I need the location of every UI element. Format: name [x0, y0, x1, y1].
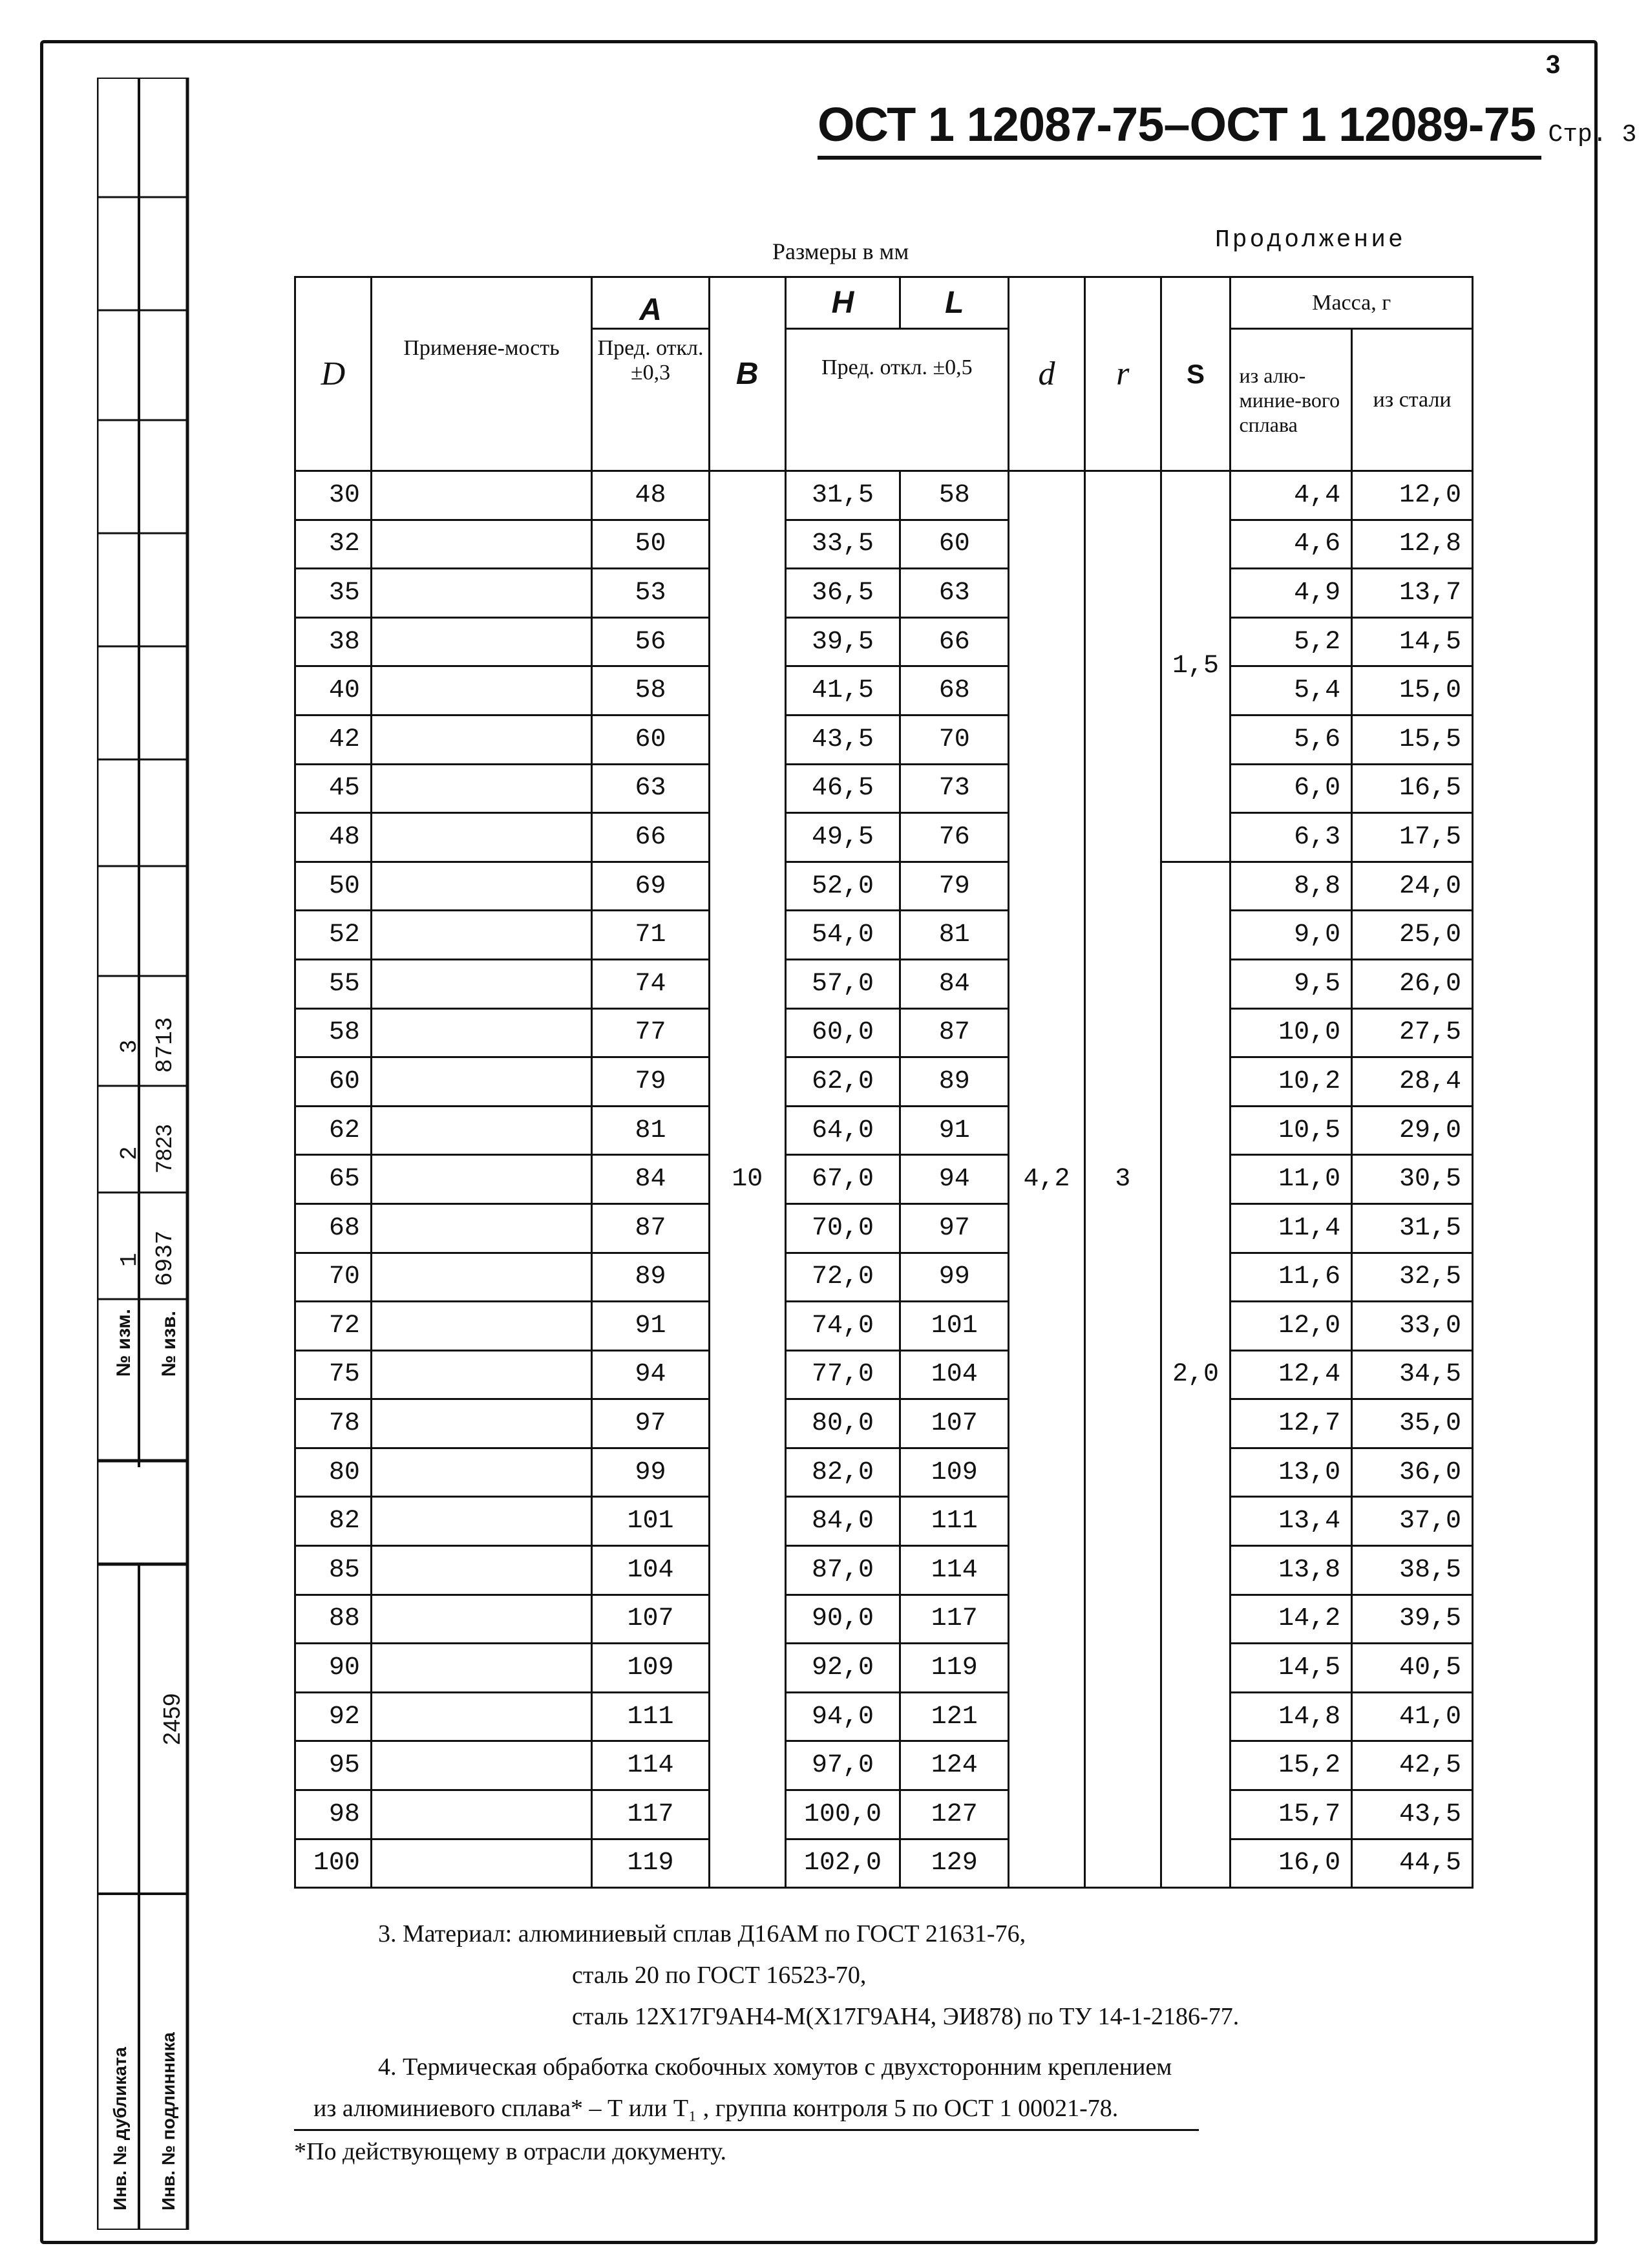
cell-A: 63 [592, 764, 710, 813]
cell-H: 97,0 [785, 1741, 900, 1790]
cell-H: 90,0 [785, 1595, 900, 1644]
cell-H: 49,5 [785, 813, 900, 862]
cell-D: 60 [295, 1057, 372, 1107]
izv-label: № изв. [158, 1311, 180, 1377]
cell-usage [371, 1155, 591, 1204]
table-row [295, 862, 1473, 911]
table-row [295, 1155, 1473, 1204]
cell-H: 82,0 [785, 1448, 900, 1497]
cell-L: 107 [900, 1399, 1009, 1448]
cell-mass-steel: 24,0 [1352, 862, 1473, 911]
table-row [295, 813, 1473, 862]
cell-mass-aluminium: 11,4 [1231, 1203, 1352, 1253]
cell-usage [371, 1399, 591, 1448]
cell-usage [371, 715, 591, 764]
cell-A: 111 [592, 1692, 710, 1741]
dimensions-table [294, 276, 1474, 1889]
cell-mass-steel: 17,5 [1352, 813, 1473, 862]
cell-A: 109 [592, 1644, 710, 1693]
cell-A: 87 [592, 1203, 710, 1253]
cell-L: 91 [900, 1106, 1009, 1155]
cell-mass-aluminium: 5,2 [1231, 617, 1352, 666]
cell-mass-aluminium: 9,0 [1231, 911, 1352, 960]
table-row [295, 471, 1473, 520]
cell-mass-steel: 25,0 [1352, 911, 1473, 960]
cell-D: 92 [295, 1692, 372, 1741]
cell-D: 95 [295, 1741, 372, 1790]
cell-H: 102,0 [785, 1839, 900, 1888]
cell-mass-aluminium: 10,5 [1231, 1106, 1352, 1155]
cell-D: 98 [295, 1790, 372, 1839]
cell-L: 58 [900, 471, 1009, 520]
table-row [295, 1497, 1473, 1546]
cell-mass-steel: 41,0 [1352, 1692, 1473, 1741]
izv-number-1: 6937 [152, 1230, 178, 1286]
note-3-line-3: сталь 12Х17Г9АН4-М(Х17Г9АН4, ЭИ878) по ТУ 14-1-2186-77. [572, 2003, 1240, 2030]
cell-H: 39,5 [785, 617, 900, 666]
cell-mass-aluminium: 10,2 [1231, 1057, 1352, 1107]
cell-D: 68 [295, 1203, 372, 1253]
cell-L: 68 [900, 666, 1009, 715]
cell-L: 111 [900, 1497, 1009, 1546]
cell-mass-steel: 15,5 [1352, 715, 1473, 764]
cell-mass-steel: 14,5 [1352, 617, 1473, 666]
cell-usage [371, 471, 591, 520]
cell-usage [371, 1644, 591, 1693]
table-row [295, 715, 1473, 764]
cell-H: 94,0 [785, 1692, 900, 1741]
cell-D: 72 [295, 1302, 372, 1351]
cell-mass-aluminium: 10,0 [1231, 1008, 1352, 1057]
cell-usage [371, 1839, 591, 1888]
table-row [295, 666, 1473, 715]
cell-A: 107 [592, 1595, 710, 1644]
cell-L: 124 [900, 1741, 1009, 1790]
cell-L: 60 [900, 520, 1009, 569]
cell-mass-aluminium: 12,0 [1231, 1302, 1352, 1351]
cell-mass-steel: 40,5 [1352, 1644, 1473, 1693]
cell-A: 71 [592, 911, 710, 960]
izm-number-1: 1 [116, 1253, 143, 1267]
cell-mass-aluminium: 4,9 [1231, 569, 1352, 618]
cell-usage [371, 1106, 591, 1155]
cell-usage [371, 1350, 591, 1399]
cell-mass-aluminium: 5,4 [1231, 666, 1352, 715]
cell-A: 84 [592, 1155, 710, 1204]
cell-mass-aluminium: 12,4 [1231, 1350, 1352, 1399]
table-row [295, 764, 1473, 813]
col-mass-header: Масса, г [1231, 277, 1473, 329]
cell-H: 100,0 [785, 1790, 900, 1839]
cell-D: 88 [295, 1595, 372, 1644]
cell-L: 84 [900, 959, 1009, 1008]
cell-B: 10 [709, 471, 785, 1888]
cell-mass-aluminium: 8,8 [1231, 862, 1352, 911]
cell-H: 72,0 [785, 1253, 900, 1302]
table-row [295, 1302, 1473, 1351]
cell-mass-steel: 32,5 [1352, 1253, 1473, 1302]
cell-usage [371, 959, 591, 1008]
cell-mass-aluminium: 11,0 [1231, 1155, 1352, 1204]
table-row [295, 1106, 1473, 1155]
izv-number-2: 7823 [152, 1124, 176, 1173]
table-row [295, 1644, 1473, 1693]
col-r-header: r [1084, 277, 1161, 471]
cell-H: 87,0 [785, 1546, 900, 1595]
table-row [295, 1253, 1473, 1302]
cell-A: 101 [592, 1497, 710, 1546]
cell-mass-aluminium: 4,6 [1231, 520, 1352, 569]
cell-usage [371, 569, 591, 618]
cell-mass-steel: 33,0 [1352, 1302, 1473, 1351]
cell-L: 89 [900, 1057, 1009, 1107]
cell-L: 99 [900, 1253, 1009, 1302]
cell-H: 62,0 [785, 1057, 900, 1107]
col-D-header: D [295, 277, 372, 471]
cell-mass-steel: 44,5 [1352, 1839, 1473, 1888]
cell-H: 46,5 [785, 764, 900, 813]
cell-mass-aluminium: 15,7 [1231, 1790, 1352, 1839]
inv-podl-value: 2459 [158, 1693, 185, 1745]
cell-usage [371, 1790, 591, 1839]
cell-D: 42 [295, 715, 372, 764]
cell-H: 41,5 [785, 666, 900, 715]
cell-usage [371, 1057, 591, 1107]
cell-mass-steel: 36,0 [1352, 1448, 1473, 1497]
izm-number-2: 2 [116, 1146, 143, 1160]
table-row [295, 911, 1473, 960]
cell-L: 81 [900, 911, 1009, 960]
col-S-header: S [1161, 277, 1231, 471]
cell-usage [371, 666, 591, 715]
cell-L: 129 [900, 1839, 1009, 1888]
col-A-tolerance: Пред. откл. ±0,3 [592, 329, 710, 471]
side-stamp [97, 78, 194, 2230]
cell-mass-steel: 31,5 [1352, 1203, 1473, 1253]
document-header [818, 97, 1637, 160]
cell-mass-aluminium: 14,2 [1231, 1595, 1352, 1644]
col-L-header: L [900, 277, 1009, 329]
cell-H: 70,0 [785, 1203, 900, 1253]
table-row [295, 617, 1473, 666]
cell-mass-aluminium: 13,0 [1231, 1448, 1352, 1497]
cell-D: 52 [295, 911, 372, 960]
cell-usage [371, 1741, 591, 1790]
cell-L: 119 [900, 1644, 1009, 1693]
cell-usage [371, 1546, 591, 1595]
cell-A: 56 [592, 617, 710, 666]
cell-usage [371, 1448, 591, 1497]
cell-mass-steel: 12,0 [1352, 471, 1473, 520]
cell-mass-aluminium: 14,5 [1231, 1644, 1352, 1693]
table-row [295, 1546, 1473, 1595]
cell-usage [371, 764, 591, 813]
col-HL-tolerance: Пред. откл. ±0,5 [785, 329, 1008, 471]
cell-H: 77,0 [785, 1350, 900, 1399]
cell-D: 85 [295, 1546, 372, 1595]
cell-mass-steel: 39,5 [1352, 1595, 1473, 1644]
cell-A: 69 [592, 862, 710, 911]
cell-mass-aluminium: 13,4 [1231, 1497, 1352, 1546]
cell-mass-steel: 29,0 [1352, 1106, 1473, 1155]
cell-H: 57,0 [785, 959, 900, 1008]
cell-usage [371, 617, 591, 666]
table-row [295, 569, 1473, 618]
cell-H: 80,0 [785, 1399, 900, 1448]
table-row [295, 1203, 1473, 1253]
note-4-line-2: из алюминиевого сплава* – Т или Т₁ , группа контроля 5 по ОСТ 1 00021-78. [313, 2095, 1119, 2122]
cell-mass-aluminium: 5,6 [1231, 715, 1352, 764]
cell-D: 82 [295, 1497, 372, 1546]
page-label: Стр. 3 [1548, 121, 1637, 149]
cell-L: 109 [900, 1448, 1009, 1497]
col-mass-aluminium: из алю-миние-вого сплава [1231, 329, 1352, 471]
cell-mass-aluminium: 11,6 [1231, 1253, 1352, 1302]
table-row [295, 1692, 1473, 1741]
cell-D: 40 [295, 666, 372, 715]
cell-H: 52,0 [785, 862, 900, 911]
cell-L: 66 [900, 617, 1009, 666]
cell-mass-steel: 16,5 [1352, 764, 1473, 813]
table-row [295, 1595, 1473, 1644]
cell-L: 94 [900, 1155, 1009, 1204]
document-title: ОСТ 1 12087-75–ОСТ 1 12089-75 [818, 98, 1536, 151]
cell-L: 70 [900, 715, 1009, 764]
cell-A: 48 [592, 471, 710, 520]
cell-H: 67,0 [785, 1155, 900, 1204]
cell-D: 30 [295, 471, 372, 520]
table-row [295, 1057, 1473, 1107]
cell-H: 84,0 [785, 1497, 900, 1546]
cell-D: 45 [295, 764, 372, 813]
cell-A: 66 [592, 813, 710, 862]
cell-L: 76 [900, 813, 1009, 862]
cell-D: 62 [295, 1106, 372, 1155]
note-3-line-1: 3. Материал: алюминиевый сплав Д16АМ по ГОСТ 21631-76, [378, 1920, 1026, 1947]
cell-mass-steel: 30,5 [1352, 1155, 1473, 1204]
cell-D: 65 [295, 1155, 372, 1204]
cell-mass-steel: 13,7 [1352, 569, 1473, 618]
cell-mass-steel: 12,8 [1352, 520, 1473, 569]
cell-usage [371, 813, 591, 862]
cell-usage [371, 1692, 591, 1741]
cell-A: 81 [592, 1106, 710, 1155]
cell-usage [371, 1302, 591, 1351]
cell-mass-aluminium: 14,8 [1231, 1692, 1352, 1741]
cell-d: 4,2 [1009, 471, 1085, 1888]
cell-usage [371, 1008, 591, 1057]
cell-usage [371, 862, 591, 911]
col-d-header: d [1009, 277, 1085, 471]
cell-usage [371, 1595, 591, 1644]
col-usage-header: Применяе-мость [371, 277, 591, 471]
col-B-header: B [709, 277, 785, 471]
cell-L: 114 [900, 1546, 1009, 1595]
note-3-line-2: сталь 20 по ГОСТ 16523-70, [572, 1962, 867, 1989]
note-4-line-1: 4. Термическая обработка скобочных хомутов с двухсторонним креплением [378, 2053, 1172, 2081]
izm-label: № изм. [113, 1309, 134, 1377]
cell-D: 50 [295, 862, 372, 911]
cell-A: 74 [592, 959, 710, 1008]
izv-number-3: 8713 [152, 1017, 178, 1073]
cell-mass-aluminium: 16,0 [1231, 1839, 1352, 1888]
cell-A: 94 [592, 1350, 710, 1399]
cell-H: 60,0 [785, 1008, 900, 1057]
cell-L: 63 [900, 569, 1009, 618]
cell-D: 90 [295, 1644, 372, 1693]
cell-A: 117 [592, 1790, 710, 1839]
table-row [295, 1839, 1473, 1888]
cell-mass-steel: 15,0 [1352, 666, 1473, 715]
cell-mass-steel: 34,5 [1352, 1350, 1473, 1399]
cell-L: 101 [900, 1302, 1009, 1351]
cell-mass-steel: 37,0 [1352, 1497, 1473, 1546]
page-number: 3 [1546, 50, 1561, 79]
cell-mass-aluminium: 6,3 [1231, 813, 1352, 862]
cell-L: 121 [900, 1692, 1009, 1741]
cell-A: 114 [592, 1741, 710, 1790]
cell-L: 117 [900, 1595, 1009, 1644]
cell-D: 35 [295, 569, 372, 618]
cell-L: 79 [900, 862, 1009, 911]
cell-r: 3 [1084, 471, 1161, 1888]
table-row [295, 520, 1473, 569]
cell-A: 91 [592, 1302, 710, 1351]
cell-H: 31,5 [785, 471, 900, 520]
cell-A: 50 [592, 520, 710, 569]
cell-H: 74,0 [785, 1302, 900, 1351]
continuation-label: Продолжение [1215, 226, 1406, 254]
cell-mass-steel: 38,5 [1352, 1546, 1473, 1595]
cell-A: 60 [592, 715, 710, 764]
cell-D: 48 [295, 813, 372, 862]
cell-A: 97 [592, 1399, 710, 1448]
table-row [295, 1741, 1473, 1790]
cell-A: 77 [592, 1008, 710, 1057]
cell-L: 97 [900, 1203, 1009, 1253]
cell-A: 104 [592, 1546, 710, 1595]
cell-D: 55 [295, 959, 372, 1008]
col-A-header: A [592, 277, 710, 329]
table-row [295, 1399, 1473, 1448]
sizes-label: Размеры в мм [772, 238, 909, 264]
cell-A: 89 [592, 1253, 710, 1302]
cell-mass-steel: 43,5 [1352, 1790, 1473, 1839]
cell-mass-aluminium: 13,8 [1231, 1546, 1352, 1595]
cell-A: 58 [592, 666, 710, 715]
cell-D: 38 [295, 617, 372, 666]
cell-mass-steel: 28,4 [1352, 1057, 1473, 1107]
cell-A: 79 [592, 1057, 710, 1107]
cell-D: 58 [295, 1008, 372, 1057]
cell-L: 73 [900, 764, 1009, 813]
cell-usage [371, 520, 591, 569]
cell-mass-steel: 26,0 [1352, 959, 1473, 1008]
col-mass-steel: из стали [1352, 329, 1473, 471]
cell-usage [371, 1253, 591, 1302]
table-row [295, 1350, 1473, 1399]
table-row [295, 1790, 1473, 1839]
cell-A: 53 [592, 569, 710, 618]
table-row [295, 1448, 1473, 1497]
cell-A: 99 [592, 1448, 710, 1497]
cell-D: 80 [295, 1448, 372, 1497]
cell-H: 43,5 [785, 715, 900, 764]
cell-D: 78 [295, 1399, 372, 1448]
cell-H: 33,5 [785, 520, 900, 569]
cell-usage [371, 1497, 591, 1546]
table-row [295, 959, 1473, 1008]
izm-number-3: 3 [116, 1039, 143, 1054]
cell-mass-aluminium: 9,5 [1231, 959, 1352, 1008]
cell-mass-steel: 42,5 [1352, 1741, 1473, 1790]
table-row [295, 1008, 1473, 1057]
cell-D: 70 [295, 1253, 372, 1302]
cell-mass-aluminium: 6,0 [1231, 764, 1352, 813]
cell-L: 87 [900, 1008, 1009, 1057]
cell-H: 64,0 [785, 1106, 900, 1155]
cell-usage [371, 1203, 591, 1253]
cell-L: 127 [900, 1790, 1009, 1839]
cell-mass-steel: 35,0 [1352, 1399, 1473, 1448]
cell-mass-aluminium: 12,7 [1231, 1399, 1352, 1448]
cell-A: 119 [592, 1839, 710, 1888]
cell-H: 36,5 [785, 569, 900, 618]
cell-H: 54,0 [785, 911, 900, 960]
cell-mass-aluminium: 4,4 [1231, 471, 1352, 520]
notes [294, 1913, 1240, 2172]
footnote: *По действующему в отрасли документу. [294, 2129, 1199, 2172]
inv-dubl-label: Инв. № дубликата [110, 2047, 130, 2210]
cell-D: 75 [295, 1350, 372, 1399]
cell-S-2: 2,0 [1161, 862, 1231, 1887]
inv-podl-label: Инв. № подлинника [158, 2032, 178, 2210]
cell-mass-aluminium: 15,2 [1231, 1741, 1352, 1790]
cell-L: 104 [900, 1350, 1009, 1399]
cell-H: 92,0 [785, 1644, 900, 1693]
cell-usage [371, 911, 591, 960]
cell-S-1: 1,5 [1161, 471, 1231, 862]
cell-D: 100 [295, 1839, 372, 1888]
col-H-header: H [785, 277, 900, 329]
cell-mass-steel: 27,5 [1352, 1008, 1473, 1057]
cell-D: 32 [295, 520, 372, 569]
